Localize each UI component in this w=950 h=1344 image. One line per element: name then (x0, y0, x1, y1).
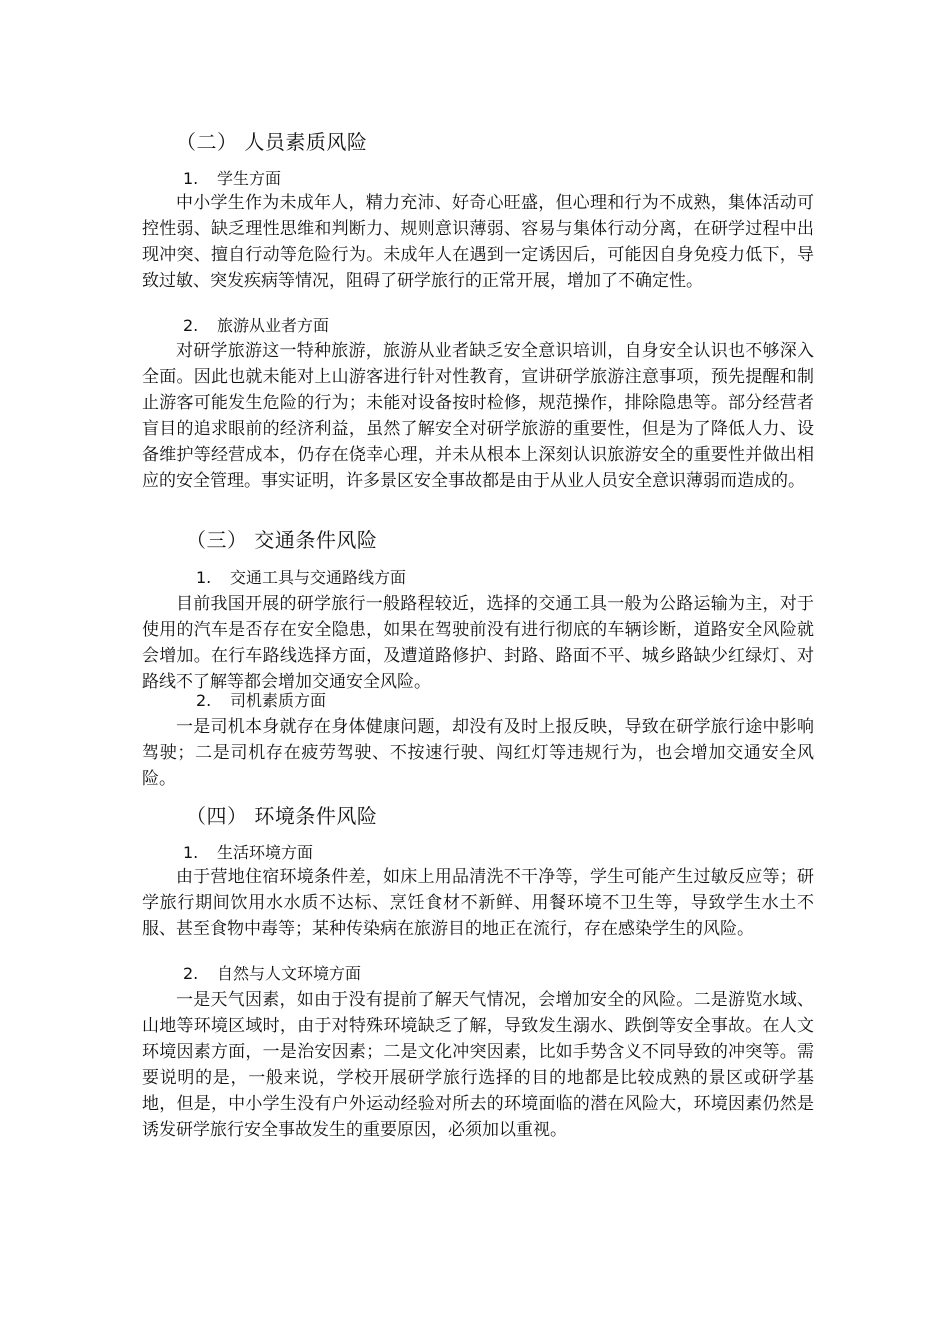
subheading-number: 1. (183, 843, 199, 862)
section-heading-environment: （四） 环境条件风险 (186, 804, 378, 828)
subheading-number: 2. (196, 691, 212, 710)
subheading-number: 1. (183, 169, 199, 188)
subheading-number: 2. (183, 964, 199, 983)
paragraph-drivers: 一是司机本身就存在身体健康问题，却没有及时上报反映，导致在研学旅行途中影响驾驶；二是司机存在疲劳驾驶、不按速行驶、闯红灯等违规行为，也会增加交通安全风险。 (142, 717, 814, 789)
subheading-drivers (196, 690, 326, 712)
subheading-title: 自然与人文环境方面 (217, 964, 362, 983)
section-heading-personnel: （二） 人员素质风险 (176, 130, 368, 154)
section-heading-traffic: （三） 交通条件风险 (186, 528, 378, 552)
subheading-tourism-staff (183, 315, 329, 337)
subheading-title: 司机素质方面 (230, 691, 327, 710)
subheading-natural-cultural-env (183, 963, 361, 985)
subheading-number: 1. (196, 568, 212, 587)
paragraph-living-env: 由于营地住宿环境条件差，如床上用品清洗不干净等，学生可能产生过敏反应等；研学旅行期间饮用水水质不达标、烹饪食材不新鲜、用餐环境不卫生等，导致学生水土不服、甚至食物中毒等；某种传染病在旅游目的地正在流行，存在感染学生的风险。 (142, 867, 814, 939)
subheading-title: 旅游从业者方面 (217, 316, 330, 335)
subheading-students (183, 168, 281, 190)
subheading-number: 2. (183, 316, 199, 335)
subheading-title: 生活环境方面 (217, 843, 314, 862)
subheading-vehicles-routes (196, 567, 406, 589)
paragraph-natural-cultural-env: 一是天气因素，如由于没有提前了解天气情况，会增加安全的风险。二是游览水域、山地等环境区域时，由于对特殊环境缺乏了解，导致发生溺水、跌倒等安全事故。在人文环境因素方面，一是治安因素；二是文化冲突因素，比如手势含义不同导致的冲突等。需要说明的是，一般来说，学校开展研学旅行选择的目的地都是比较成熟的景区或研学基地，但是，中小学生没有户外运动经验对所去的环境面临的潜在风险大，环境因素仍然是诱发研学旅行安全事故发生的重要原因，必须加以重视。 (142, 990, 814, 1140)
subheading-title: 学生方面 (217, 169, 282, 188)
paragraph-vehicles-routes: 目前我国开展的研学旅行一般路程较近，选择的交通工具一般为公路运输为主，对于使用的汽车是否存在安全隐患，如果在驾驶前没有进行彻底的车辆诊断，道路安全风险就会增加。在行车路线选择方面，及遭道路修护、封路、路面不平、城乡路缺少红绿灯、对路线不了解等都会增加交通安全风险。 (142, 594, 814, 692)
subheading-living-env (183, 842, 313, 864)
paragraph-tourism-staff: 对研学旅游这一特种旅游，旅游从业者缺乏安全意识培训，自身安全认识也不够深入全面。因此也就未能对上山游客进行针对性教育，宣讲研学旅游注意事项，预先提醒和制止游客可能发生危险的行为；未能对设备按时检修，规范操作，排除隐患等。部分经营者盲目的追求眼前的经济利益，虽然了解安全对研学旅游的重要性，但是为了降低人力、设备维护等经营成本，仍存在侥幸心理，并未从根本上深刻认识旅游安全的重要性并做出相应的安全管理。事实证明，许多景区安全事故都是由于从业人员安全意识薄弱而造成的。 (142, 341, 814, 491)
subheading-title: 交通工具与交通路线方面 (230, 568, 407, 587)
paragraph-students: 中小学生作为未成年人，精力充沛、好奇心旺盛，但心理和行为不成熟，集体活动可控性弱、缺乏理性思维和判断力、规则意识薄弱、容易与集体行动分离，在研学过程中出现冲突、擅自行动等危险行为。未成年人在遇到一定诱因后，可能因自身免疫力低下，导致过敏、突发疾病等情况，阻碍了研学旅行的正常开展，增加了不确定性。 (142, 193, 814, 291)
